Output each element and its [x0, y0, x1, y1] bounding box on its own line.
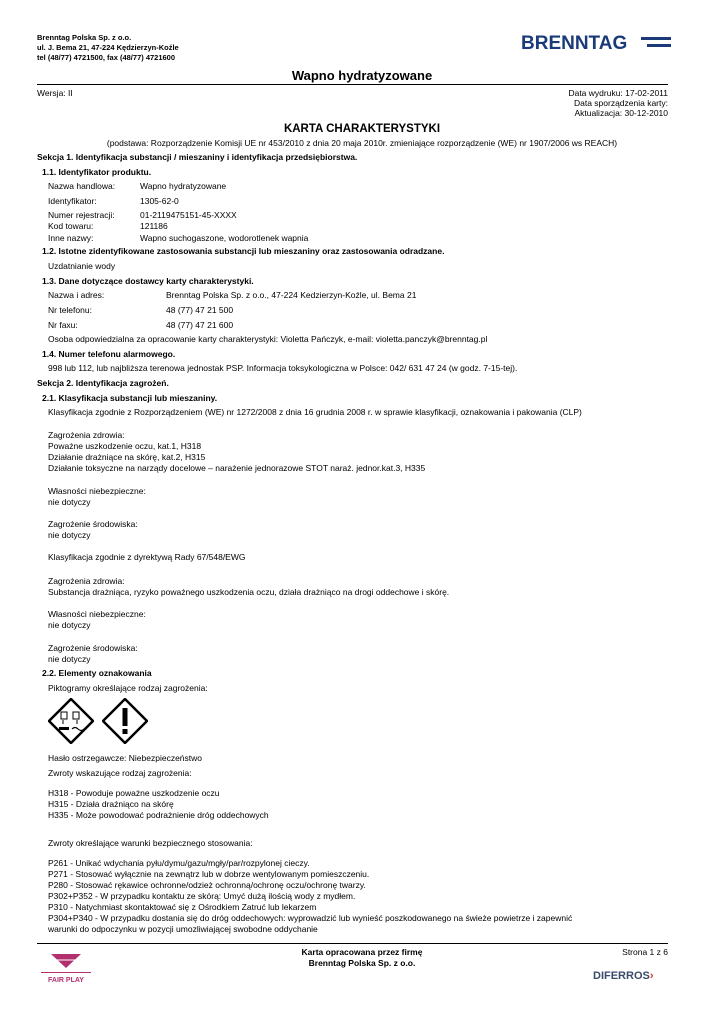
- trade-name-value: Wapno hydratyzowane: [140, 181, 227, 191]
- p-statement: P304+P340 - W przypadku dostania się do dróg oddechowych: wyprowadzić lub wynieść poszkodowanego na świeże powietrze i zapewnić: [48, 913, 573, 923]
- document-title: Wapno hydratyzowane: [291, 68, 433, 83]
- section-1-2-title: 1.2. Istotne zidentyfikowane zastosowania substancji lub mieszaniny oraz zastosowania odradzane.: [42, 246, 445, 256]
- p-statements-label: Zwroty określające warunki bezpiecznego stosowania:: [48, 838, 253, 848]
- health-hazards-clp: [48, 430, 425, 474]
- trade-name-label: Nazwa handlowa:: [48, 181, 116, 191]
- section-1-2-text: Uzdatnianie wody: [48, 261, 116, 271]
- company-name: Brenntag Polska Sp. z o.o.: [37, 33, 132, 42]
- phys2-value: nie dotyczy: [48, 620, 91, 630]
- section-2-2-title: 2.2. Elementy oznakowania: [42, 668, 152, 678]
- health-line: Działanie drażniące na skórę, kat.2, H315: [48, 452, 206, 462]
- corrosion-pictogram-icon: [48, 698, 94, 744]
- company-street: ul. J. Bema 21, 47-224 Kędzierzyn-Koźle: [37, 43, 179, 52]
- svg-text:FAIR PLAY: FAIR PLAY: [48, 977, 84, 984]
- phone-value: 48 (77) 47 21 500: [166, 305, 234, 315]
- brenntag-logo: [521, 31, 671, 55]
- health-hazards-dir: [48, 576, 449, 598]
- exclamation-pictogram-icon: [102, 698, 148, 744]
- phone-label: Nr telefonu:: [48, 305, 92, 315]
- env-value: nie dotyczy: [48, 530, 91, 540]
- physical-hazards-clp: [48, 486, 146, 508]
- section-1-1-title: 1.1. Identyfikator produktu.: [42, 167, 152, 177]
- header-divider: [37, 84, 668, 85]
- footer-line-1: Karta opracowana przez firmę: [301, 947, 423, 957]
- section-1-3-title: 1.3. Dane dotyczące dostawcy karty charakterystyki.: [42, 276, 254, 286]
- env2-label: Zagrożenie środowiska:: [48, 643, 138, 653]
- env-label: Zagrożenie środowiska:: [48, 519, 138, 529]
- env-hazards-dir: [48, 643, 138, 665]
- other-names-label: Inne nazwy:: [48, 233, 94, 243]
- fair-play-logo: [37, 950, 95, 992]
- p-statement: P302+P352 - W przypadku kontaktu ze skórą: Umyć dużą ilością wody z mydłem.: [48, 891, 356, 901]
- signal-word: Hasło ostrzegawcze: Niebezpieczeństwo: [48, 753, 203, 763]
- svg-text:BRENNTAG: BRENNTAG: [521, 33, 628, 54]
- address-value: Brenntag Polska Sp. z o.o., 47-224 Kedzierzyn-Koźle, ul. Bema 21: [166, 290, 417, 300]
- phys-label: Własności niebezpieczne:: [48, 486, 146, 496]
- h-statement: H335 - Może powodować podrażnienie dróg oddechowych: [48, 810, 269, 820]
- health-line: Działanie toksyczne na narządy docelowe – narażenie jednorazowe STOT naraż. jednor.kat.3, H335: [48, 463, 426, 473]
- section-2-1-title: 2.1. Klasyfikacja substancji lub mieszaniny.: [42, 393, 218, 403]
- update-date: Aktualizacja: 30-12-2010: [574, 108, 668, 118]
- identifier-value: 1305-62-0: [140, 196, 179, 206]
- health-line: Poważne uszkodzenie oczu, kat.1, H318: [48, 441, 202, 451]
- p-statement: P271 - Stosować wyłącznie na zewnątrz lub w dobrze wentylowanym pomieszczeniu.: [48, 869, 370, 879]
- version: Wersja: II: [37, 88, 73, 98]
- env-hazards-clp: [48, 519, 138, 541]
- h-statement: H315 - Działa drażniąco na skórę: [48, 799, 174, 809]
- health2-text: Substancja drażniąca, ryzyko poważnego uszkodzenia oczu, działa drażniąco na drogi oddechowe i skórę.: [48, 587, 450, 597]
- responsible-person: Osoba odpowiedzialna za opracowanie karty charakterystyki: Violetta Pańczyk, e-mail: violetta.panczyk@brenntag.pl: [48, 334, 488, 344]
- p-statement: warunki do odpoczynku w pozycji umozliwiającej swobodne oddychanie: [48, 924, 318, 934]
- code-value: 121186: [140, 221, 168, 231]
- h-statement: H318 - Powoduje poważne uszkodzenie oczu: [48, 788, 220, 798]
- p-statement: P280 - Stosować rękawice ochronne/odzież ochronną/ochronę oczu/ochronę twarzy.: [48, 880, 366, 890]
- directive-classification: Klasyfikacja zgodnie z dyrektywą Rady 67/548/EWG: [48, 552, 246, 562]
- prep-date: Data sporządzenia karty:: [573, 98, 668, 108]
- p-statements: [48, 858, 572, 935]
- section-2-title: Sekcja 2. Identyfikacja zagrożeń.: [37, 378, 169, 388]
- fax-label: Nr faxu:: [48, 320, 78, 330]
- health2-label: Zagrożenia zdrowia:: [48, 576, 125, 586]
- p-statement: P261 - Unikać wdychania pyłu/dymu/gazu/mgły/par/rozpylonej cieczy.: [48, 858, 310, 868]
- h-statements-label: Zwroty wskazujące rodzaj zagrożenia:: [48, 768, 192, 778]
- code-label: Kod towaru:: [48, 221, 94, 231]
- p-statement: P310 - Natychmiast skontaktować się z Ośrodkiem Zatruć lub lekarzem: [48, 902, 317, 912]
- pictogram-label: Piktogramy określające rodzaj zagrożenia:: [48, 683, 208, 693]
- env2-value: nie dotyczy: [48, 654, 91, 664]
- other-names-value: Wapno suchogaszone, wodorotlenek wapnia: [140, 233, 309, 243]
- emergency-phone-text: 998 lub 112, lub najbliższa terenowa jednostak PSP. Informacja toksykologiczna w Polsce: 042/ 631 47 24 (w godz. 7-15-tej).: [48, 363, 518, 373]
- diferros-text: DIFERROS: [593, 970, 650, 982]
- footer-divider: [37, 943, 668, 944]
- print-date: Data wydruku: 17-02-2011: [568, 88, 668, 98]
- legal-basis: (podstawa: Rozporządzenie Komisji UE nr 453/2010 z dnia 20 maja 2010r. zmieniające rozporządzenie (WE) nr 1907/2006 ws REACH): [106, 138, 618, 148]
- phys2-label: Własności niebezpieczne:: [48, 609, 146, 619]
- physical-hazards-dir: [48, 609, 146, 631]
- footer-prepared-by: [0, 947, 724, 969]
- diferros-logo: [593, 970, 654, 982]
- company-phone: tel (48/77) 4721500, fax (48/77) 4721600: [37, 53, 176, 62]
- company-address: [37, 33, 179, 63]
- clp-classification: Klasyfikacja zgodnie z Rozporządzeniem (WE) nr 1272/2008 z dnia 16 grudnia 2008 r. w sprawie klasyfikacji, oznakowania i pakowania (CLP): [48, 407, 582, 417]
- identifier-label: Identyfikator:: [48, 196, 97, 206]
- reg-label: Numer rejestracji:: [48, 210, 115, 220]
- reg-value: 01-2119475151-45-XXXX: [140, 210, 237, 220]
- diferros-arrow-icon: ›: [649, 970, 654, 982]
- footer-line-2: Brenntag Polska Sp. z o.o.: [308, 958, 416, 968]
- sheet-title: KARTA CHARAKTERYSTYKI: [283, 123, 441, 135]
- address-label: Nazwa i adres:: [48, 290, 105, 300]
- health-label: Zagrożenia zdrowia:: [48, 430, 125, 440]
- section-1-4-title: 1.4. Numer telefonu alarmowego.: [42, 349, 176, 359]
- h-statements: [48, 788, 269, 821]
- fax-value: 48 (77) 47 21 600: [166, 320, 234, 330]
- dates-block: [568, 88, 668, 118]
- page-number: Strona 1 z 6: [622, 947, 668, 957]
- section-1-title: Sekcja 1. Identyfikacja substancji / mieszaniny i identyfikacja przedsiębiorstwa.: [37, 152, 358, 162]
- phys-value: nie dotyczy: [48, 497, 91, 507]
